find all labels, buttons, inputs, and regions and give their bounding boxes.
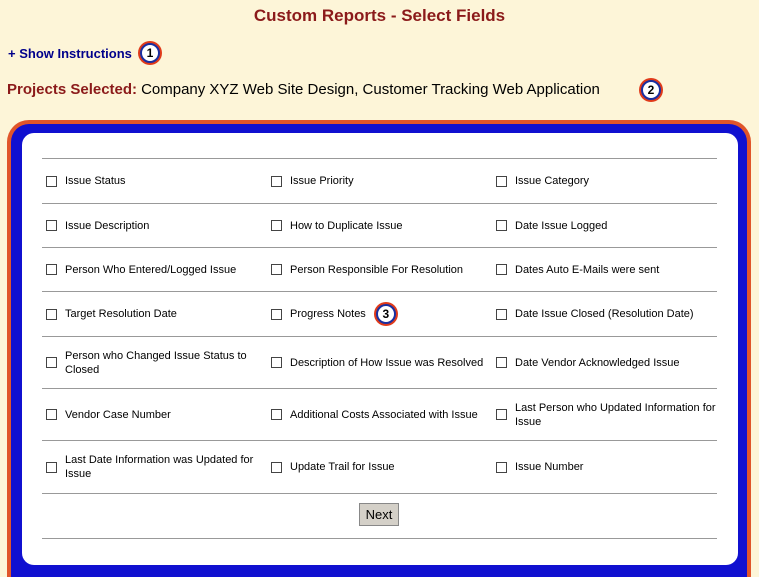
field-option bbox=[492, 401, 717, 429]
field-option bbox=[267, 304, 492, 324]
field-option bbox=[42, 408, 267, 422]
field-label: Additional Costs Associated with Issue bbox=[290, 408, 478, 421]
field-label: Dates Auto E-Mails were sent bbox=[515, 263, 660, 276]
field-label: Issue Priority bbox=[290, 175, 354, 187]
callout-badge-2: 2 bbox=[641, 80, 661, 100]
field-option bbox=[267, 460, 492, 474]
field-option bbox=[267, 408, 492, 422]
field-label: Person Who Entered/Logged Issue bbox=[65, 263, 237, 276]
field-checkbox[interactable] bbox=[46, 220, 57, 231]
field-label: Last Date Information was Updated for Issue bbox=[65, 454, 254, 480]
field-row bbox=[42, 337, 717, 389]
projects-selected bbox=[7, 81, 600, 98]
field-row bbox=[42, 292, 717, 337]
field-label: Issue Category bbox=[515, 175, 589, 187]
field-checkbox[interactable] bbox=[496, 462, 507, 473]
field-checkbox[interactable] bbox=[496, 176, 507, 187]
bottom-divider bbox=[42, 538, 717, 539]
callout-badge-3: 3 bbox=[376, 304, 396, 324]
field-checkbox[interactable] bbox=[46, 409, 57, 420]
field-checkbox[interactable] bbox=[46, 176, 57, 187]
field-option bbox=[267, 174, 492, 188]
field-label: Last Person who Updated Information for Issue bbox=[515, 401, 716, 428]
field-checkbox[interactable] bbox=[496, 309, 507, 320]
field-option bbox=[492, 174, 717, 188]
field-option bbox=[492, 460, 717, 474]
field-label: Update Trail for Issue bbox=[290, 461, 395, 473]
field-option bbox=[492, 219, 717, 233]
field-row bbox=[42, 248, 717, 292]
field-checkbox[interactable] bbox=[271, 176, 282, 187]
field-checkbox[interactable] bbox=[46, 309, 57, 320]
field-label: Issue Status bbox=[65, 175, 126, 187]
field-label: Issue Description bbox=[65, 219, 150, 232]
next-button[interactable]: Next bbox=[359, 503, 399, 526]
fields-grid bbox=[42, 158, 717, 494]
field-label: Date Issue Logged bbox=[515, 219, 608, 232]
field-checkbox[interactable] bbox=[496, 264, 507, 275]
callout-badge-1: 1 bbox=[140, 43, 160, 63]
field-row bbox=[42, 204, 717, 248]
field-label: Description of How Issue was Resolved bbox=[290, 356, 484, 369]
page-title: Custom Reports - Select Fields bbox=[253, 6, 506, 25]
field-label: Progress Notes bbox=[290, 308, 366, 320]
show-instructions-link[interactable]: + Show Instructions bbox=[8, 46, 132, 61]
field-row bbox=[42, 441, 717, 494]
field-option bbox=[42, 307, 267, 321]
field-option bbox=[42, 263, 267, 277]
field-option bbox=[267, 219, 492, 233]
field-label: Person Responsible For Resolution bbox=[290, 263, 464, 276]
field-option bbox=[42, 174, 267, 188]
field-option bbox=[267, 356, 492, 370]
field-option bbox=[42, 349, 267, 377]
field-option bbox=[492, 356, 717, 370]
field-label: Target Resolution Date bbox=[65, 308, 177, 320]
field-label: Date Issue Closed (Resolution Date) bbox=[515, 308, 694, 320]
field-checkbox[interactable] bbox=[46, 357, 57, 368]
field-checkbox[interactable] bbox=[496, 409, 507, 420]
field-label: Vendor Case Number bbox=[65, 408, 171, 421]
field-checkbox[interactable] bbox=[271, 264, 282, 275]
field-checkbox[interactable] bbox=[271, 409, 282, 420]
field-option bbox=[492, 307, 717, 321]
field-row bbox=[42, 159, 717, 204]
field-label: Date Vendor Acknowledged Issue bbox=[515, 356, 680, 369]
field-option bbox=[492, 263, 717, 277]
field-checkbox[interactable] bbox=[271, 309, 282, 320]
field-option bbox=[267, 263, 492, 277]
field-checkbox[interactable] bbox=[46, 264, 57, 275]
field-checkbox[interactable] bbox=[46, 462, 57, 473]
field-row bbox=[42, 389, 717, 441]
projects-selected-label: Projects Selected: bbox=[7, 81, 138, 98]
field-checkbox[interactable] bbox=[271, 462, 282, 473]
projects-selected-value: Company XYZ Web Site Design, Customer Tracking Web Application bbox=[141, 81, 600, 98]
field-label: Person who Changed Issue Status to Closed bbox=[65, 349, 247, 376]
field-checkbox[interactable] bbox=[496, 357, 507, 368]
field-label: Issue Number bbox=[515, 461, 584, 473]
field-option bbox=[42, 453, 267, 481]
field-option bbox=[42, 219, 267, 233]
field-checkbox[interactable] bbox=[271, 220, 282, 231]
field-checkbox[interactable] bbox=[496, 220, 507, 231]
field-checkbox[interactable] bbox=[271, 357, 282, 368]
field-label: How to Duplicate Issue bbox=[290, 219, 403, 232]
